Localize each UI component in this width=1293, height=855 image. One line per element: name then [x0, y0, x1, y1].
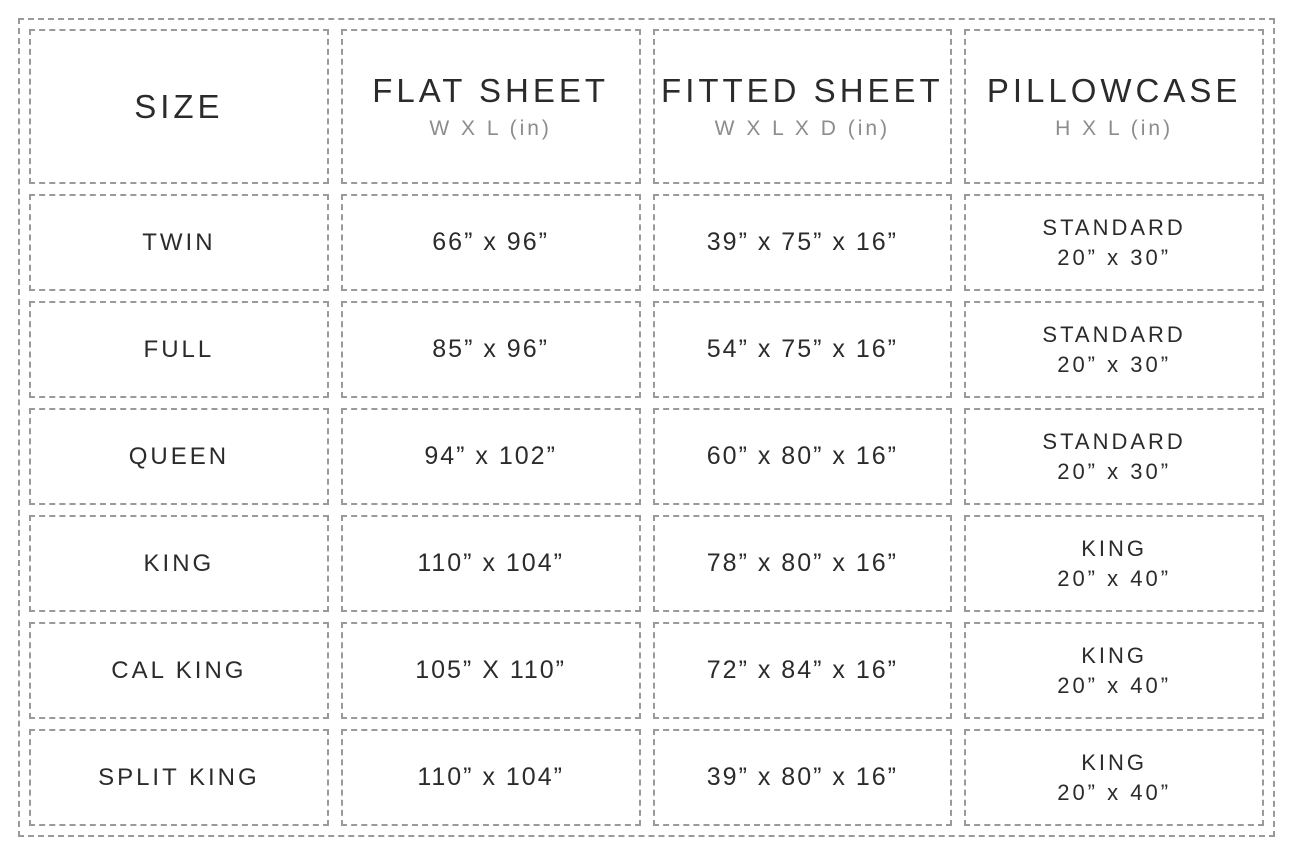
fitted-sheet-cell-twin	[653, 194, 953, 291]
pillowcase-cell-queen	[964, 408, 1264, 505]
flat-sheet-dimensions: 105” X 110”	[415, 656, 567, 684]
column-title-size: SIZE	[134, 87, 224, 125]
fitted-sheet-dimensions: 78” x 80” x 16”	[706, 549, 898, 577]
pillowcase-dimensions: 20” x 30”	[1057, 351, 1172, 377]
size-cell-king	[29, 515, 329, 612]
column-title-fitted-sheet: FITTED SHEET	[661, 72, 944, 110]
pillowcase-cell-cal-king	[964, 622, 1264, 719]
size-label: SPLIT KING	[98, 763, 260, 791]
pillowcase-type: STANDARD	[1042, 321, 1186, 347]
column-subtitle-pillowcase: H X L (in)	[1055, 117, 1174, 141]
size-label: TWIN	[142, 228, 216, 256]
pillowcase-cell-king	[964, 515, 1264, 612]
outer-dashed-border	[18, 18, 1275, 837]
flat-sheet-cell-full	[341, 301, 641, 398]
size-label: FULL	[143, 335, 215, 363]
fitted-sheet-dimensions: 39” x 80” x 16”	[706, 763, 898, 791]
fitted-sheet-dimensions: 54” x 75” x 16”	[706, 335, 898, 363]
size-chart-table	[29, 29, 1264, 826]
pillowcase-type: KING	[1081, 749, 1148, 775]
pillowcase-cell-split-king	[964, 729, 1264, 826]
size-label: KING	[143, 549, 215, 577]
column-subtitle-fitted-sheet: W X L X D (in)	[714, 117, 891, 141]
flat-sheet-dimensions: 94” x 102”	[424, 442, 557, 470]
fitted-sheet-cell-queen	[653, 408, 953, 505]
header-cell-fitted-sheet	[653, 29, 953, 184]
pillowcase-dimensions: 20” x 40”	[1057, 779, 1172, 805]
header-cell-size	[29, 29, 329, 184]
pillowcase-type: KING	[1081, 642, 1148, 668]
size-cell-twin	[29, 194, 329, 291]
pillowcase-dimensions: 20” x 30”	[1057, 458, 1172, 484]
flat-sheet-cell-twin	[341, 194, 641, 291]
pillowcase-type: STANDARD	[1042, 428, 1186, 454]
fitted-sheet-cell-split-king	[653, 729, 953, 826]
flat-sheet-dimensions: 85” x 96”	[432, 335, 549, 363]
size-cell-full	[29, 301, 329, 398]
size-label: QUEEN	[128, 442, 230, 470]
fitted-sheet-cell-cal-king	[653, 622, 953, 719]
pillowcase-cell-twin	[964, 194, 1264, 291]
flat-sheet-cell-split-king	[341, 729, 641, 826]
flat-sheet-dimensions: 110” x 104”	[417, 763, 564, 791]
size-cell-queen	[29, 408, 329, 505]
pillowcase-dimensions: 20” x 30”	[1057, 244, 1172, 270]
fitted-sheet-cell-full	[653, 301, 953, 398]
size-cell-split-king	[29, 729, 329, 826]
pillowcase-type: STANDARD	[1042, 214, 1186, 240]
header-cell-flat-sheet	[341, 29, 641, 184]
fitted-sheet-cell-king	[653, 515, 953, 612]
flat-sheet-dimensions: 66” x 96”	[432, 228, 549, 256]
header-cell-pillowcase	[964, 29, 1264, 184]
size-label: CAL KING	[111, 656, 247, 684]
fitted-sheet-dimensions: 72” x 84” x 16”	[706, 656, 898, 684]
size-cell-cal-king	[29, 622, 329, 719]
column-subtitle-flat-sheet: W X L (in)	[429, 117, 552, 141]
pillowcase-type: KING	[1081, 535, 1148, 561]
pillowcase-dimensions: 20” x 40”	[1057, 672, 1172, 698]
flat-sheet-cell-king	[341, 515, 641, 612]
flat-sheet-cell-cal-king	[341, 622, 641, 719]
column-title-flat-sheet: FLAT SHEET	[372, 72, 610, 110]
pillowcase-dimensions: 20” x 40”	[1057, 565, 1172, 591]
fitted-sheet-dimensions: 39” x 75” x 16”	[706, 228, 898, 256]
fitted-sheet-dimensions: 60” x 80” x 16”	[706, 442, 898, 470]
column-title-pillowcase: PILLOWCASE	[986, 72, 1242, 110]
flat-sheet-dimensions: 110” x 104”	[417, 549, 564, 577]
pillowcase-cell-full	[964, 301, 1264, 398]
flat-sheet-cell-queen	[341, 408, 641, 505]
